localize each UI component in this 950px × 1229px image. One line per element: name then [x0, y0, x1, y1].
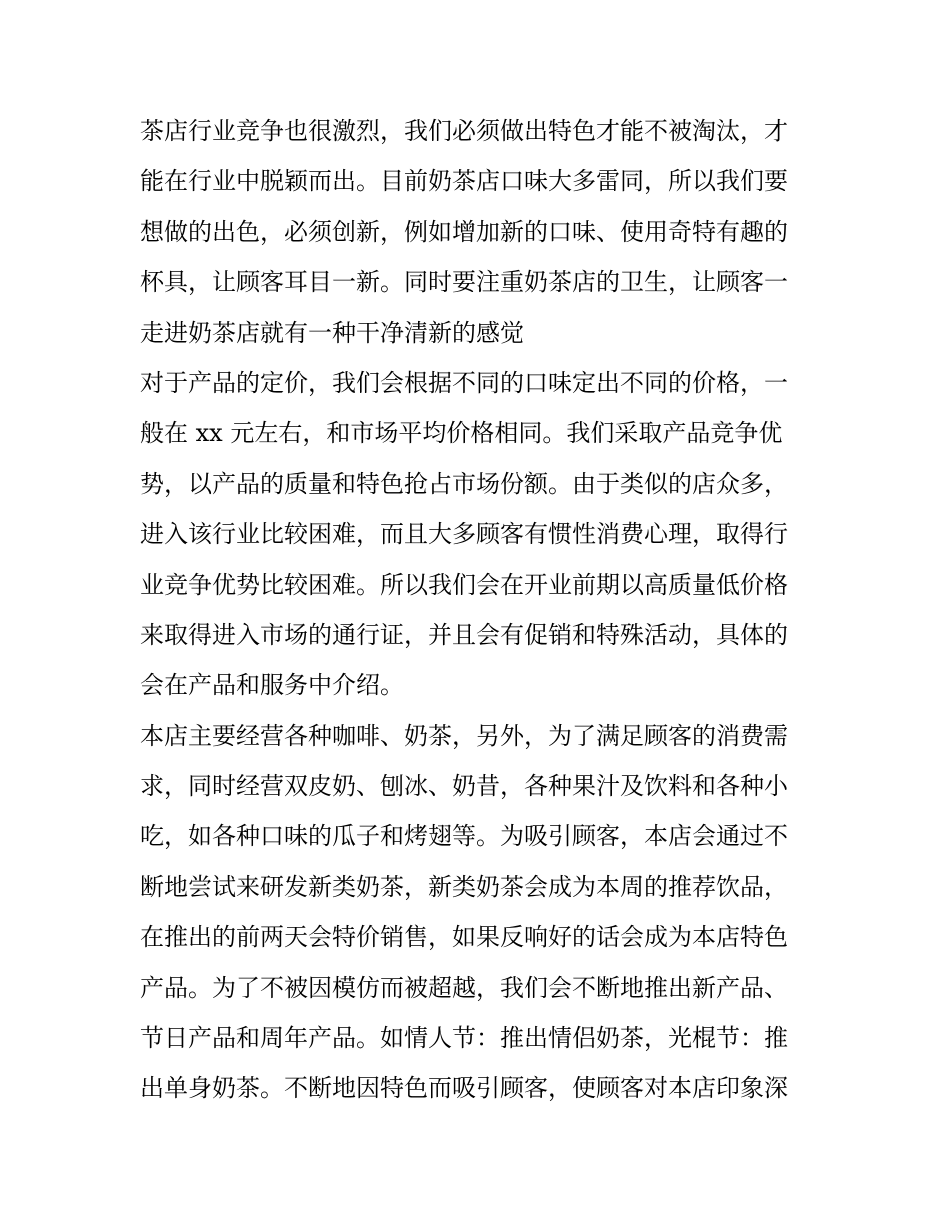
paragraph-pricing [140, 358, 814, 711]
text-line: 在推出的前两天会特价销售，如果反响好的话会成为本店特色 [140, 923, 788, 952]
text-line: 求，同时经营双皮奶、刨冰、奶昔，各种果汁及饮料和各种小 [140, 772, 788, 801]
text-line: 节日产品和周年产品。如情人节：推出情侣奶茶，光棍节：推 [140, 1024, 788, 1053]
text-line: 出单身奶茶。不断地因特色而吸引顾客，使顾客对本店印象深 [140, 1074, 788, 1103]
text-line: 想做的出色，必须创新，例如增加新的口味、使用奇特有趣的 [140, 217, 788, 246]
text-line: 对于产品的定价，我们会根据不同的口味定出不同的价格，一 [140, 368, 788, 397]
text-line: 走进奶茶店就有一种干净清新的感觉 [140, 318, 524, 347]
text-line: 会在产品和服务中介绍。 [140, 671, 404, 700]
text-line: 产品。为了不被因模仿而被超越，我们会不断地推出新产品、 [140, 973, 788, 1002]
text-line: 进入该行业比较困难，而且大多顾客有惯性消费心理，取得行 [140, 520, 788, 549]
text-line: 业竞争优势比较困难。所以我们会在开业前期以高质量低价格 [140, 570, 788, 599]
text-line: 般在 xx 元左右，和市场平均价格相同。我们采取产品竞争优 [140, 419, 783, 448]
text-line: 断地尝试来研发新类奶茶，新类奶茶会成为本周的推荐饮品， [140, 872, 788, 901]
text-line: 来取得进入市场的通行证，并且会有促销和特殊活动，具体的 [140, 620, 788, 649]
text-line: 茶店行业竞争也很激烈，我们必须做出特色才能不被淘汰，才 [140, 117, 788, 145]
text-line: 能在行业中脱颖而出。目前奶茶店口味大多雷同，所以我们要 [140, 167, 788, 196]
text-line: 势，以产品的质量和特色抢占市场份额。由于类似的店众多， [140, 469, 788, 498]
text-line: 杯具，让顾客耳目一新。同时要注重奶茶店的卫生，让顾客一 [140, 268, 788, 297]
paragraph-products [140, 711, 814, 1114]
text-line: 本店主要经营各种咖啡、奶茶，另外，为了满足顾客的消费需 [140, 721, 788, 750]
text-line: 吃，如各种口味的瓜子和烤翅等。为吸引顾客，本店会通过不 [140, 822, 788, 851]
document-body [140, 106, 814, 1114]
paragraph-competition [140, 106, 814, 358]
